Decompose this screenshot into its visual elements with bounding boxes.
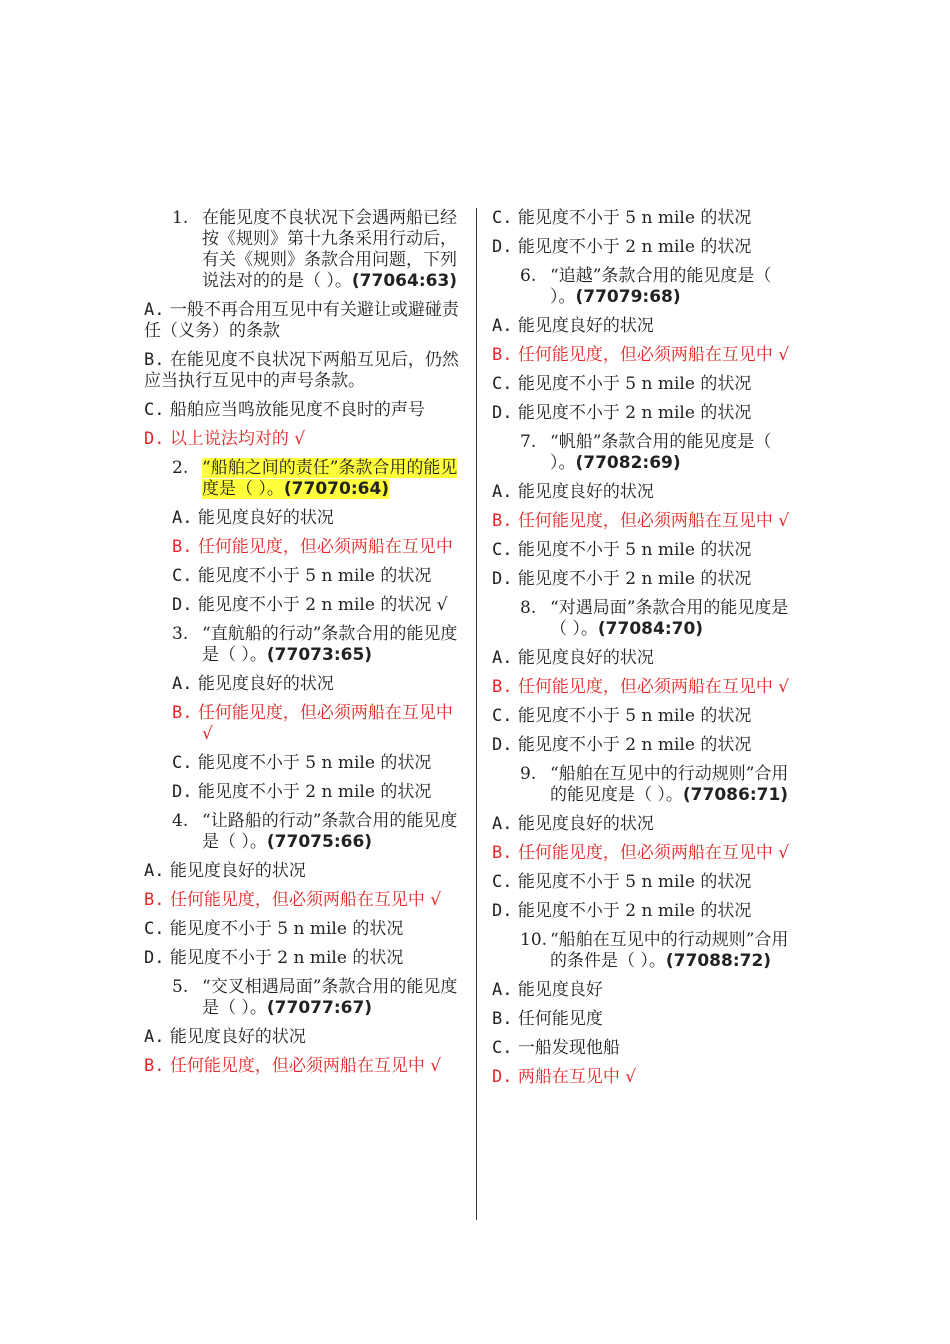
option-letter: D. xyxy=(492,901,513,921)
option-letter: C. xyxy=(172,753,193,773)
question-code: (77088:72) xyxy=(665,951,772,971)
question-number: 8. xyxy=(520,598,537,618)
option-letter: C. xyxy=(144,400,165,420)
option-text: 能见度不小于 5 n mile 的状况 xyxy=(517,540,752,560)
option-letter: D. xyxy=(492,237,513,257)
question-9 xyxy=(492,764,798,806)
question-text: “让路船的行动”条款合用的能见度是（ ）。 xyxy=(202,811,458,852)
option-a xyxy=(144,674,462,695)
question-1 xyxy=(144,208,462,292)
option-b-correct xyxy=(144,1056,462,1077)
option-d xyxy=(492,901,798,922)
option-b-correct xyxy=(492,345,798,366)
option-b-correct xyxy=(144,703,462,745)
option-letter: B. xyxy=(172,703,193,723)
option-letter: A. xyxy=(144,861,165,881)
question-code: (77084:70) xyxy=(597,619,704,639)
question-code: (77070:64) xyxy=(283,479,390,499)
option-text: 任何能见度，但必须两船在互见中 √ xyxy=(517,843,790,863)
question-code: (77073:65) xyxy=(266,645,373,665)
highlighted-question-text xyxy=(202,458,457,499)
option-a xyxy=(144,861,462,882)
option-letter: D. xyxy=(144,948,165,968)
question-text: “对遇局面”条款合用的能见度是（ ）。 xyxy=(550,598,789,639)
option-text: 任何能见度，但必须两船在互见中 √ xyxy=(517,511,790,531)
option-d xyxy=(144,948,462,969)
option-text: 能见度不小于 2 n mile 的状况 xyxy=(169,948,404,968)
question-4 xyxy=(144,811,462,853)
option-text: 能见度不小于 5 n mile 的状况 xyxy=(517,374,752,394)
option-a xyxy=(144,508,462,529)
option-text: 任何能见度 xyxy=(517,1009,603,1029)
column-divider xyxy=(476,208,477,1220)
option-b-correct xyxy=(492,511,798,532)
option-a xyxy=(492,316,798,337)
option-text: 能见度不小于 5 n mile 的状况 xyxy=(197,753,432,773)
option-letter: B. xyxy=(492,345,513,365)
option-c xyxy=(492,540,798,561)
option-letter: D. xyxy=(492,569,513,589)
question-code: (77064:63) xyxy=(351,271,458,291)
option-text: 船舶应当鸣放能见度不良时的声号 xyxy=(169,400,425,420)
option-d-correct xyxy=(492,1067,798,1088)
option-letter: B. xyxy=(144,350,165,370)
option-text: 能见度良好的状况 xyxy=(169,861,306,881)
left-column xyxy=(144,208,462,1085)
option-letter: B. xyxy=(144,1056,165,1076)
option-text: 能见度不小于 2 n mile 的状况 xyxy=(517,569,752,589)
question-text: 在能见度不良状况下会遇两船已经按《规则》第十九条采用行动后，有关《规则》条款合用问题，下列说法对的的是（ ）。 xyxy=(202,208,457,291)
option-text: 能见度不小于 2 n mile 的状况 xyxy=(517,735,752,755)
question-text: “船舶在互见中的行动规则”合用的条件是（ ）。 xyxy=(550,930,789,971)
option-b-correct xyxy=(144,890,462,911)
option-d xyxy=(492,237,798,258)
option-text: 能见度不小于 5 n mile 的状况 xyxy=(517,208,752,228)
option-text: 能见度不小于 5 n mile 的状况 xyxy=(197,566,432,586)
option-d xyxy=(492,569,798,590)
option-c xyxy=(144,919,462,940)
option-letter: B. xyxy=(492,843,513,863)
option-d-correct xyxy=(144,429,462,450)
question-number: 1. xyxy=(172,208,189,228)
option-a xyxy=(492,482,798,503)
question-code: (77077:67) xyxy=(266,998,373,1018)
option-letter: D. xyxy=(492,403,513,423)
option-c xyxy=(492,872,798,893)
option-text: 能见度良好的状况 xyxy=(169,1027,306,1047)
option-text: 能见度不小于 2 n mile 的状况 xyxy=(517,901,752,921)
option-text: 一船发现他船 xyxy=(517,1038,620,1058)
option-text: 能见度良好的状况 xyxy=(517,814,654,834)
question-code: (77086:71) xyxy=(682,785,789,805)
question-text: “船舶在互见中的行动规则”合用的能见度是（ ）。 xyxy=(550,764,789,805)
option-letter: A. xyxy=(172,674,193,694)
question-code: (77079:68) xyxy=(575,287,681,307)
question-number: 10. xyxy=(520,930,548,950)
option-text: 任何能见度，但必须两船在互见中 xyxy=(197,537,453,557)
option-text: 任何能见度，但必须两船在互见中 √ xyxy=(169,1056,442,1076)
option-text: 能见度良好的状况 xyxy=(517,316,654,336)
option-text: 能见度不小于 5 n mile 的状况 xyxy=(517,706,752,726)
option-text: 任何能见度，但必须两船在互见中 √ xyxy=(517,677,790,697)
question-5 xyxy=(144,977,462,1019)
question-number: 5. xyxy=(172,977,189,997)
option-text: 能见度不小于 2 n mile 的状况 √ xyxy=(197,595,448,615)
option-text: 任何能见度，但必须两船在互见中 √ xyxy=(169,890,442,910)
option-d xyxy=(144,782,462,803)
option-text: 能见度不小于 2 n mile 的状况 xyxy=(517,403,752,423)
option-b-correct xyxy=(144,537,462,558)
option-text: 任何能见度，但必须两船在互见中 √ xyxy=(517,345,790,365)
option-text: 一般不再合用互见中有关避让或避碰责任（义务）的条款 xyxy=(144,300,459,341)
option-text: 任何能见度，但必须两船在互见中 √ xyxy=(197,703,453,744)
option-letter: C. xyxy=(492,1038,513,1058)
option-text: 在能见度不良状况下两船互见后，仍然应当执行互见中的声号条款。 xyxy=(144,350,459,391)
option-d xyxy=(492,735,798,756)
option-letter: C. xyxy=(492,540,513,560)
question-code: (77075:66) xyxy=(266,832,373,852)
option-letter: D. xyxy=(492,735,513,755)
question-number: 2. xyxy=(172,458,189,478)
option-b xyxy=(492,1009,798,1030)
option-letter: A. xyxy=(492,316,513,336)
option-text: 能见度良好的状况 xyxy=(517,648,654,668)
option-letter: C. xyxy=(492,872,513,892)
option-letter: C. xyxy=(492,208,513,228)
option-b-correct xyxy=(492,843,798,864)
question-number: 9. xyxy=(520,764,537,784)
option-b xyxy=(144,350,462,392)
option-letter: D. xyxy=(492,1067,513,1087)
option-c xyxy=(144,566,462,587)
option-letter: A. xyxy=(492,648,513,668)
option-text: 能见度良好的状况 xyxy=(197,508,334,528)
option-text: 以上说法均对的 √ xyxy=(169,429,306,449)
question-3 xyxy=(144,624,462,666)
option-letter: A. xyxy=(144,300,165,320)
option-letter: D. xyxy=(172,782,193,802)
option-d xyxy=(492,403,798,424)
option-letter: D. xyxy=(144,429,165,449)
option-letter: B. xyxy=(144,890,165,910)
option-c xyxy=(492,208,798,229)
question-number: 6. xyxy=(520,266,537,286)
option-letter: A. xyxy=(492,980,513,1000)
question-text: “直航船的行动”条款合用的能见度是（ ）。 xyxy=(202,624,458,665)
option-text: 能见度良好的状况 xyxy=(197,674,334,694)
option-letter: A. xyxy=(172,508,193,528)
option-text: 能见度良好 xyxy=(517,980,603,1000)
option-letter: C. xyxy=(172,566,193,586)
question-text: “交叉相遇局面”条款合用的能见度是（ ）。 xyxy=(202,977,458,1018)
option-text: 能见度不小于 2 n mile 的状况 xyxy=(517,237,752,257)
option-letter: C. xyxy=(492,374,513,394)
option-a xyxy=(144,300,462,342)
question-8 xyxy=(492,598,798,640)
question-number: 3. xyxy=(172,624,189,644)
option-letter: C. xyxy=(144,919,165,939)
question-10 xyxy=(492,930,798,972)
option-text: 两船在互见中 √ xyxy=(517,1067,637,1087)
option-letter: B. xyxy=(492,511,513,531)
option-letter: A. xyxy=(492,482,513,502)
option-text: 能见度不小于 5 n mile 的状况 xyxy=(169,919,404,939)
option-c xyxy=(492,706,798,727)
option-c xyxy=(492,374,798,395)
option-a xyxy=(492,814,798,835)
option-c xyxy=(492,1038,798,1059)
option-a xyxy=(144,1027,462,1048)
option-text: 能见度良好的状况 xyxy=(517,482,654,502)
option-letter: A. xyxy=(492,814,513,834)
question-2 xyxy=(144,458,462,500)
question-number: 7. xyxy=(520,432,537,452)
question-7 xyxy=(492,432,798,474)
option-c xyxy=(144,753,462,774)
question-text: “追越”条款合用的能见度是（ ）。 xyxy=(550,266,772,307)
option-b-correct xyxy=(492,677,798,698)
option-a xyxy=(492,648,798,669)
question-6 xyxy=(492,266,798,308)
option-letter: B. xyxy=(492,677,513,697)
option-letter: C. xyxy=(492,706,513,726)
option-d xyxy=(144,595,462,616)
question-text: “船舶之间的责任”条款合用的能见度是（ ）。 xyxy=(202,458,458,499)
question-code: (77082:69) xyxy=(575,453,681,473)
option-letter: D. xyxy=(172,595,193,615)
option-text: 能见度不小于 5 n mile 的状况 xyxy=(517,872,752,892)
option-letter: B. xyxy=(172,537,193,557)
option-text: 能见度不小于 2 n mile 的状况 xyxy=(197,782,432,802)
question-text: “帆船”条款合用的能见度是（ ）。 xyxy=(550,432,772,473)
option-c xyxy=(144,400,462,421)
option-a xyxy=(492,980,798,1001)
question-number: 4. xyxy=(172,811,189,831)
option-letter: B. xyxy=(492,1009,513,1029)
option-letter: A. xyxy=(144,1027,165,1047)
right-column xyxy=(492,208,798,1096)
